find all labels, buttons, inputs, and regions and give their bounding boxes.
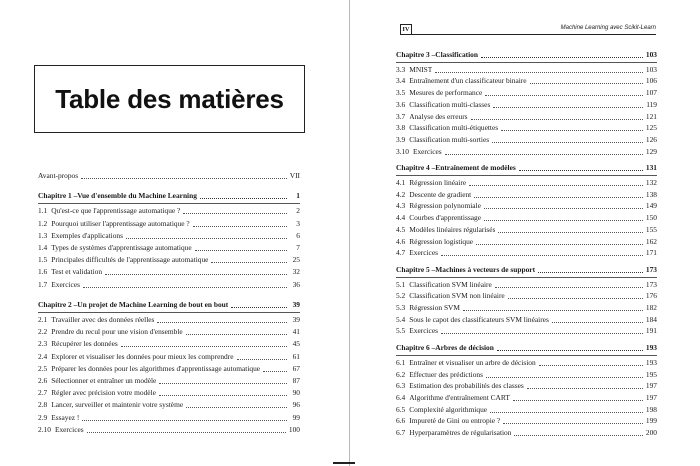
toc-page-number: 131 bbox=[645, 163, 657, 173]
toc-entry-row[interactable] bbox=[396, 212, 657, 224]
toc-label: Exercices bbox=[409, 248, 438, 258]
toc-leader-dots bbox=[481, 57, 643, 58]
toc-number: 3.10 bbox=[396, 146, 409, 156]
toc-entry-row[interactable] bbox=[38, 230, 300, 242]
toc-page-number: 119 bbox=[646, 99, 657, 109]
toc-entry-row[interactable] bbox=[38, 424, 300, 436]
chapter-rule bbox=[396, 62, 657, 63]
toc-label: Classification multi-sorties bbox=[409, 134, 490, 144]
toc-leader-dots bbox=[435, 72, 643, 73]
toc-entry-row[interactable] bbox=[396, 111, 657, 123]
toc-chapter-row[interactable] bbox=[38, 190, 300, 202]
toc-leader-dots bbox=[469, 185, 643, 186]
toc-label: Test et validation bbox=[51, 267, 103, 277]
toc-leader-dots bbox=[183, 213, 287, 214]
toc-entry-row[interactable] bbox=[396, 369, 657, 381]
toc-label: Complexité algorithmique bbox=[409, 404, 488, 414]
toc-page-number: 2 bbox=[296, 206, 300, 216]
toc-page-number: 32 bbox=[292, 267, 300, 277]
toc-label: Classification multi-étiquettes bbox=[409, 123, 499, 133]
toc-page-number: 173 bbox=[645, 279, 657, 289]
toc-page-number: 3 bbox=[296, 218, 300, 228]
toc-leader-dots bbox=[159, 383, 287, 384]
toc-label: Exercices bbox=[409, 326, 438, 336]
toc-chapter-row[interactable] bbox=[396, 162, 657, 174]
toc-page-number: 87 bbox=[292, 376, 300, 385]
toc-label: Principales difficultés de l'apprentissage automatique bbox=[51, 255, 209, 265]
toc-chapter-row[interactable] bbox=[38, 299, 300, 311]
toc-label: Exemples d'applications bbox=[51, 230, 123, 240]
gutter bbox=[345, 0, 355, 466]
toc-leader-dots bbox=[186, 334, 287, 335]
toc-label: Avant-propos bbox=[38, 171, 79, 180]
toc-label: Régler avec précision votre modèle bbox=[51, 388, 156, 398]
toc-entry-row[interactable] bbox=[38, 266, 300, 278]
toc-label: Régression SVM bbox=[409, 303, 460, 312]
toc-label: Machines à vecteurs de support bbox=[435, 264, 536, 274]
toc-label: Régression polynomiale bbox=[409, 201, 481, 211]
toc-number: 1.5 bbox=[38, 255, 48, 265]
toc-entry-row[interactable] bbox=[396, 302, 657, 314]
toc-entry-row[interactable] bbox=[396, 404, 657, 416]
toc-leader-dots bbox=[519, 170, 643, 171]
toc-page-number: 162 bbox=[645, 236, 657, 246]
toc-leader-dots bbox=[159, 395, 287, 396]
toc-leader-dots bbox=[485, 95, 643, 96]
toc-leader-dots bbox=[498, 232, 642, 233]
toc-number: 6.3 bbox=[396, 381, 406, 391]
toc-number: 2.6 bbox=[38, 376, 48, 385]
toc-right bbox=[396, 49, 657, 454]
toc-leader-dots bbox=[441, 255, 643, 256]
toc-number: 2.4 bbox=[38, 351, 48, 361]
toc-entry-row[interactable] bbox=[38, 326, 300, 338]
toc-number: 2.3 bbox=[38, 339, 48, 349]
toc-page-number: 45 bbox=[292, 339, 300, 349]
toc-entry-row[interactable] bbox=[38, 218, 300, 230]
toc-entry-row[interactable] bbox=[396, 392, 657, 404]
toc-page-number: 182 bbox=[645, 303, 657, 312]
page-title: Table des matières bbox=[55, 83, 284, 114]
toc-entry-row[interactable] bbox=[396, 122, 657, 134]
toc-number: 6.4 bbox=[396, 392, 406, 402]
toc-label: Impureté de Gini ou entropie ? bbox=[409, 416, 501, 426]
toc-label: Analyse des erreurs bbox=[409, 111, 468, 121]
toc-page-number: 200 bbox=[645, 428, 657, 437]
toc-leader-dots bbox=[463, 310, 643, 311]
toc-entry-row[interactable] bbox=[396, 247, 657, 259]
toc-page-number: 195 bbox=[645, 369, 657, 379]
toc-page-number: 176 bbox=[645, 291, 657, 301]
toc-leader-dots bbox=[441, 333, 643, 334]
toc-leader-dots bbox=[263, 371, 287, 372]
toc-leader-dots bbox=[538, 272, 643, 273]
toc-left bbox=[38, 170, 300, 440]
toc-number: 2.9 bbox=[38, 412, 48, 422]
toc-entry-row[interactable] bbox=[38, 399, 300, 411]
toc-page-number: 197 bbox=[645, 392, 657, 402]
header-page-number: IV bbox=[400, 24, 412, 35]
toc-page-number: 100 bbox=[288, 424, 300, 434]
toc-entry-row[interactable] bbox=[396, 146, 657, 158]
toc-leader-dots bbox=[530, 83, 643, 84]
toc-number: 5.3 bbox=[396, 303, 406, 312]
toc-number: Chapitre 5 – bbox=[396, 264, 436, 274]
toc-chapter-row[interactable] bbox=[396, 49, 657, 61]
toc-entry-row[interactable] bbox=[396, 236, 657, 248]
toc-number: 5.1 bbox=[396, 279, 406, 289]
toc-page-number: 61 bbox=[292, 351, 300, 361]
toc-page-number: 39 bbox=[292, 315, 300, 324]
toc-page-number: 193 bbox=[645, 343, 657, 353]
toc-leader-dots bbox=[193, 226, 287, 227]
toc-leader-dots bbox=[474, 197, 643, 198]
toc-page-number: 125 bbox=[645, 123, 657, 133]
toc-leader-dots bbox=[81, 178, 287, 179]
toc-entry-row[interactable] bbox=[38, 387, 300, 399]
toc-label: MNIST bbox=[409, 64, 433, 74]
toc-number: 1.1 bbox=[38, 206, 48, 216]
toc-label: Récupérer les données bbox=[51, 339, 118, 349]
toc-label: Algorithme d'entraînement CART bbox=[409, 392, 510, 402]
toc-number: 2.2 bbox=[38, 327, 48, 337]
toc-label: Régression linéaire bbox=[409, 178, 467, 187]
toc-leader-dots bbox=[484, 208, 643, 209]
toc-number: 3.6 bbox=[396, 99, 406, 109]
toc-number: 6.7 bbox=[396, 428, 406, 437]
toc-number: 4.1 bbox=[396, 178, 406, 187]
toc-number: 3.4 bbox=[396, 76, 406, 86]
toc-entry-row[interactable] bbox=[38, 351, 300, 363]
toc-chapter-row[interactable] bbox=[396, 264, 657, 276]
toc-number: 4.4 bbox=[396, 213, 406, 223]
toc-entry-row[interactable] bbox=[38, 205, 300, 217]
toc-label: Entraîner et visualiser un arbre de décision bbox=[409, 357, 536, 367]
toc-label: Pourquoi utiliser l'apprentissage automatique ? bbox=[51, 218, 190, 228]
toc-label: Essayez ! bbox=[51, 412, 80, 422]
toc-leader-dots bbox=[231, 307, 287, 308]
toc-number: 2.1 bbox=[38, 315, 48, 324]
toc-label: Lancer, surveiller et maintenir votre système bbox=[51, 400, 184, 410]
right-page bbox=[355, 0, 700, 466]
toc-number: 3.5 bbox=[396, 88, 406, 98]
toc-entry-row[interactable] bbox=[396, 189, 657, 201]
toc-label: Entraînement d'un classificateur binaire bbox=[409, 76, 527, 86]
toc-page-number: 173 bbox=[645, 264, 657, 274]
toc-entry-row[interactable] bbox=[396, 380, 657, 392]
toc-page-number: 6 bbox=[296, 230, 300, 240]
toc-number: 4.7 bbox=[396, 248, 406, 258]
toc-leader-dots bbox=[237, 359, 288, 360]
toc-page-number: 150 bbox=[645, 213, 657, 223]
toc-number: 4.5 bbox=[396, 224, 406, 234]
toc-leader-dots bbox=[157, 322, 287, 323]
toc-leader-dots bbox=[490, 412, 643, 413]
toc-chapter-row[interactable] bbox=[396, 342, 657, 354]
toc-label: Estimation des probabilités des classes bbox=[409, 381, 524, 391]
toc-leader-dots bbox=[527, 388, 643, 389]
toc-label: Un projet de Machine Learning de bout en bout bbox=[77, 299, 229, 309]
toc-page-number: 191 bbox=[645, 326, 657, 336]
toc-entry-row[interactable] bbox=[38, 375, 300, 387]
toc-label: Descente de gradient bbox=[409, 189, 472, 199]
toc-entry-row[interactable] bbox=[38, 279, 300, 291]
toc-label: Régression logistique bbox=[409, 236, 474, 246]
toc-number: 5.5 bbox=[396, 326, 406, 336]
toc-label: Classification multi-classes bbox=[409, 99, 491, 109]
toc-label: Hyperparamètres de régularisation bbox=[409, 428, 512, 437]
gutter-line bbox=[349, 0, 350, 466]
toc-label: Sélectionner et entraîner un modèle bbox=[51, 376, 157, 385]
toc-leader-dots bbox=[514, 435, 642, 436]
toc-number: 5.2 bbox=[396, 291, 406, 301]
toc-leader-dots bbox=[121, 346, 287, 347]
toc-leader-dots bbox=[211, 262, 287, 263]
toc-page-number: 99 bbox=[292, 412, 300, 422]
toc-entry-row[interactable] bbox=[396, 290, 657, 302]
toc-leader-dots bbox=[503, 423, 643, 424]
toc-page-number: 67 bbox=[292, 363, 300, 373]
toc-leader-dots bbox=[493, 107, 643, 108]
toc-leader-dots bbox=[476, 244, 643, 245]
toc-page-number: 121 bbox=[645, 111, 657, 121]
toc-label: Vue d'ensemble du Machine Learning bbox=[77, 191, 197, 201]
toc-entry-row[interactable] bbox=[38, 338, 300, 350]
header-title: Machine Learning avec Scikit-Learn bbox=[560, 25, 656, 31]
toc-leader-dots bbox=[126, 238, 287, 239]
toc-entry-row[interactable] bbox=[38, 412, 300, 424]
toc-label: Qu'est-ce que l'apprentissage automatique ? bbox=[51, 206, 181, 216]
toc-page-number: 197 bbox=[645, 381, 657, 391]
toc-number: 1.3 bbox=[38, 230, 48, 240]
toc-number: 2.7 bbox=[38, 388, 48, 398]
toc-leader-dots bbox=[539, 365, 643, 366]
toc-page-number: 36 bbox=[292, 279, 300, 289]
toc-leader-dots bbox=[83, 287, 287, 288]
toc-leader-dots bbox=[495, 287, 643, 288]
toc-number: 6.2 bbox=[396, 369, 406, 379]
toc-leader-dots bbox=[186, 407, 287, 408]
toc-page-number: 184 bbox=[645, 314, 657, 324]
toc-page-number: 171 bbox=[645, 248, 657, 258]
toc-number: 1.4 bbox=[38, 243, 48, 252]
toc-leader-dots bbox=[200, 198, 287, 199]
toc-page-number: 155 bbox=[645, 224, 657, 234]
toc-number: 4.6 bbox=[396, 236, 406, 246]
toc-page-number: 1 bbox=[296, 191, 300, 201]
toc-number: Chapitre 6 – bbox=[396, 343, 436, 353]
chapter-rule bbox=[396, 355, 657, 356]
toc-number: 2.5 bbox=[38, 363, 48, 373]
toc-label: Exercices bbox=[54, 424, 84, 434]
toc-number: 1.6 bbox=[38, 267, 48, 277]
toc-label: Classification bbox=[435, 50, 478, 59]
toc-page-number: 129 bbox=[645, 146, 657, 156]
toc-number: Chapitre 3 – bbox=[396, 50, 436, 59]
toc-number: 6.5 bbox=[396, 404, 406, 414]
toc-number: 1.7 bbox=[38, 279, 48, 289]
toc-page-number: 199 bbox=[645, 416, 657, 426]
chapter-rule bbox=[38, 312, 300, 313]
toc-number: 1.2 bbox=[38, 218, 48, 228]
toc-page-number: 41 bbox=[292, 327, 300, 337]
toc-entry-row[interactable] bbox=[396, 87, 657, 99]
toc-leader-dots bbox=[486, 377, 643, 378]
toc-number: 2.8 bbox=[38, 400, 48, 410]
toc-leader-dots bbox=[105, 274, 287, 275]
toc-entry-row[interactable] bbox=[38, 242, 300, 254]
toc-page-number: 103 bbox=[645, 64, 657, 74]
left-page bbox=[0, 0, 345, 466]
toc-entry-row[interactable] bbox=[396, 99, 657, 111]
toc-number: Chapitre 4 – bbox=[396, 163, 436, 173]
toc-entry-row[interactable] bbox=[38, 170, 300, 182]
toc-label: Classification SVM linéaire bbox=[409, 279, 492, 289]
toc-leader-dots bbox=[471, 119, 643, 120]
toc-page-number: 25 bbox=[292, 255, 300, 265]
toc-number: 3.7 bbox=[396, 111, 406, 121]
toc-entry-row[interactable] bbox=[396, 325, 657, 337]
chapter-rule bbox=[396, 175, 657, 176]
toc-entry-row[interactable] bbox=[396, 200, 657, 212]
toc-number: Chapitre 2 – bbox=[38, 299, 78, 309]
toc-label: Effectuer des prédictions bbox=[409, 369, 483, 379]
toc-entry-row[interactable] bbox=[38, 363, 300, 375]
toc-label: Exercices bbox=[412, 146, 442, 156]
toc-number: 6.1 bbox=[396, 357, 406, 367]
toc-entry-row[interactable] bbox=[396, 134, 657, 146]
toc-page-number: 39 bbox=[292, 299, 300, 309]
toc-entry-row[interactable] bbox=[396, 357, 657, 369]
header-rule bbox=[412, 34, 656, 35]
toc-number: 3.8 bbox=[396, 123, 406, 133]
toc-leader-dots bbox=[552, 322, 643, 323]
toc-leader-dots bbox=[513, 400, 643, 401]
toc-page-number: 132 bbox=[645, 178, 657, 187]
toc-leader-dots bbox=[484, 220, 643, 221]
toc-label: Classification SVM non linéaire bbox=[409, 291, 505, 301]
toc-leader-dots bbox=[492, 142, 643, 143]
toc-page-number: 149 bbox=[645, 201, 657, 211]
title-box bbox=[34, 65, 305, 133]
toc-number: 3.3 bbox=[396, 64, 406, 74]
toc-label: Sous le capot des classificateurs SVM linéaires bbox=[409, 314, 549, 324]
toc-leader-dots bbox=[501, 130, 643, 131]
toc-page-number: 193 bbox=[645, 357, 657, 367]
toc-label: Types de systèmes d'apprentissage automatique bbox=[51, 243, 192, 252]
toc-label: Modèles linéaires régularisés bbox=[409, 224, 496, 234]
toc-number: Chapitre 1 – bbox=[38, 191, 78, 201]
toc-page-number: 96 bbox=[292, 400, 300, 410]
chapter-rule bbox=[396, 277, 657, 278]
toc-number: 4.2 bbox=[396, 189, 406, 199]
chapter-rule bbox=[38, 203, 300, 204]
toc-page-number: 90 bbox=[292, 388, 300, 398]
toc-entry-row[interactable] bbox=[38, 314, 300, 326]
toc-label: Entraînement de modèles bbox=[435, 163, 516, 173]
toc-entry-row[interactable] bbox=[396, 64, 657, 76]
toc-page-number: 106 bbox=[645, 76, 657, 86]
toc-entry-row[interactable] bbox=[396, 415, 657, 427]
toc-label: Exercices bbox=[51, 279, 80, 289]
toc-leader-dots bbox=[195, 250, 287, 251]
toc-leader-dots bbox=[508, 298, 643, 299]
toc-entry-row[interactable] bbox=[396, 427, 657, 439]
toc-label: Travailler avec des données réelles bbox=[51, 315, 155, 324]
toc-page-number: VII bbox=[289, 171, 300, 180]
toc-label: Mesures de performance bbox=[409, 88, 483, 98]
toc-page-number: 7 bbox=[296, 243, 300, 252]
toc-leader-dots bbox=[445, 154, 643, 155]
toc-entry-row[interactable] bbox=[396, 314, 657, 326]
toc-leader-dots bbox=[497, 350, 643, 351]
toc-entry-row[interactable] bbox=[396, 279, 657, 291]
toc-page-number: 107 bbox=[645, 88, 657, 98]
toc-entry-row[interactable] bbox=[38, 254, 300, 266]
toc-label: Préparer les données pour les algorithmes d'apprentissage automatique bbox=[51, 363, 261, 373]
toc-page-number: 103 bbox=[645, 50, 657, 59]
toc-number: 6.6 bbox=[396, 416, 406, 426]
toc-page-number: 138 bbox=[645, 189, 657, 199]
toc-label: Courbes d'apprentissage bbox=[409, 213, 481, 223]
toc-label: Arbres de décision bbox=[435, 343, 494, 353]
toc-number: 5.4 bbox=[396, 314, 406, 324]
toc-entry-row[interactable] bbox=[396, 224, 657, 236]
toc-page-number: 198 bbox=[645, 404, 657, 414]
toc-number: 4.3 bbox=[396, 201, 406, 211]
toc-number: 3.9 bbox=[396, 134, 406, 144]
toc-label: Prendre du recul pour une vision d'ensemble bbox=[51, 327, 183, 337]
toc-leader-dots bbox=[82, 420, 287, 421]
toc-entry-row[interactable] bbox=[396, 75, 657, 87]
toc-entry-row[interactable] bbox=[396, 177, 657, 189]
toc-number: 2.10 bbox=[38, 424, 51, 434]
toc-leader-dots bbox=[87, 432, 286, 433]
toc-label: Explorer et visualiser les données pour mieux les comprendre bbox=[51, 351, 234, 361]
toc-page-number: 126 bbox=[645, 134, 657, 144]
